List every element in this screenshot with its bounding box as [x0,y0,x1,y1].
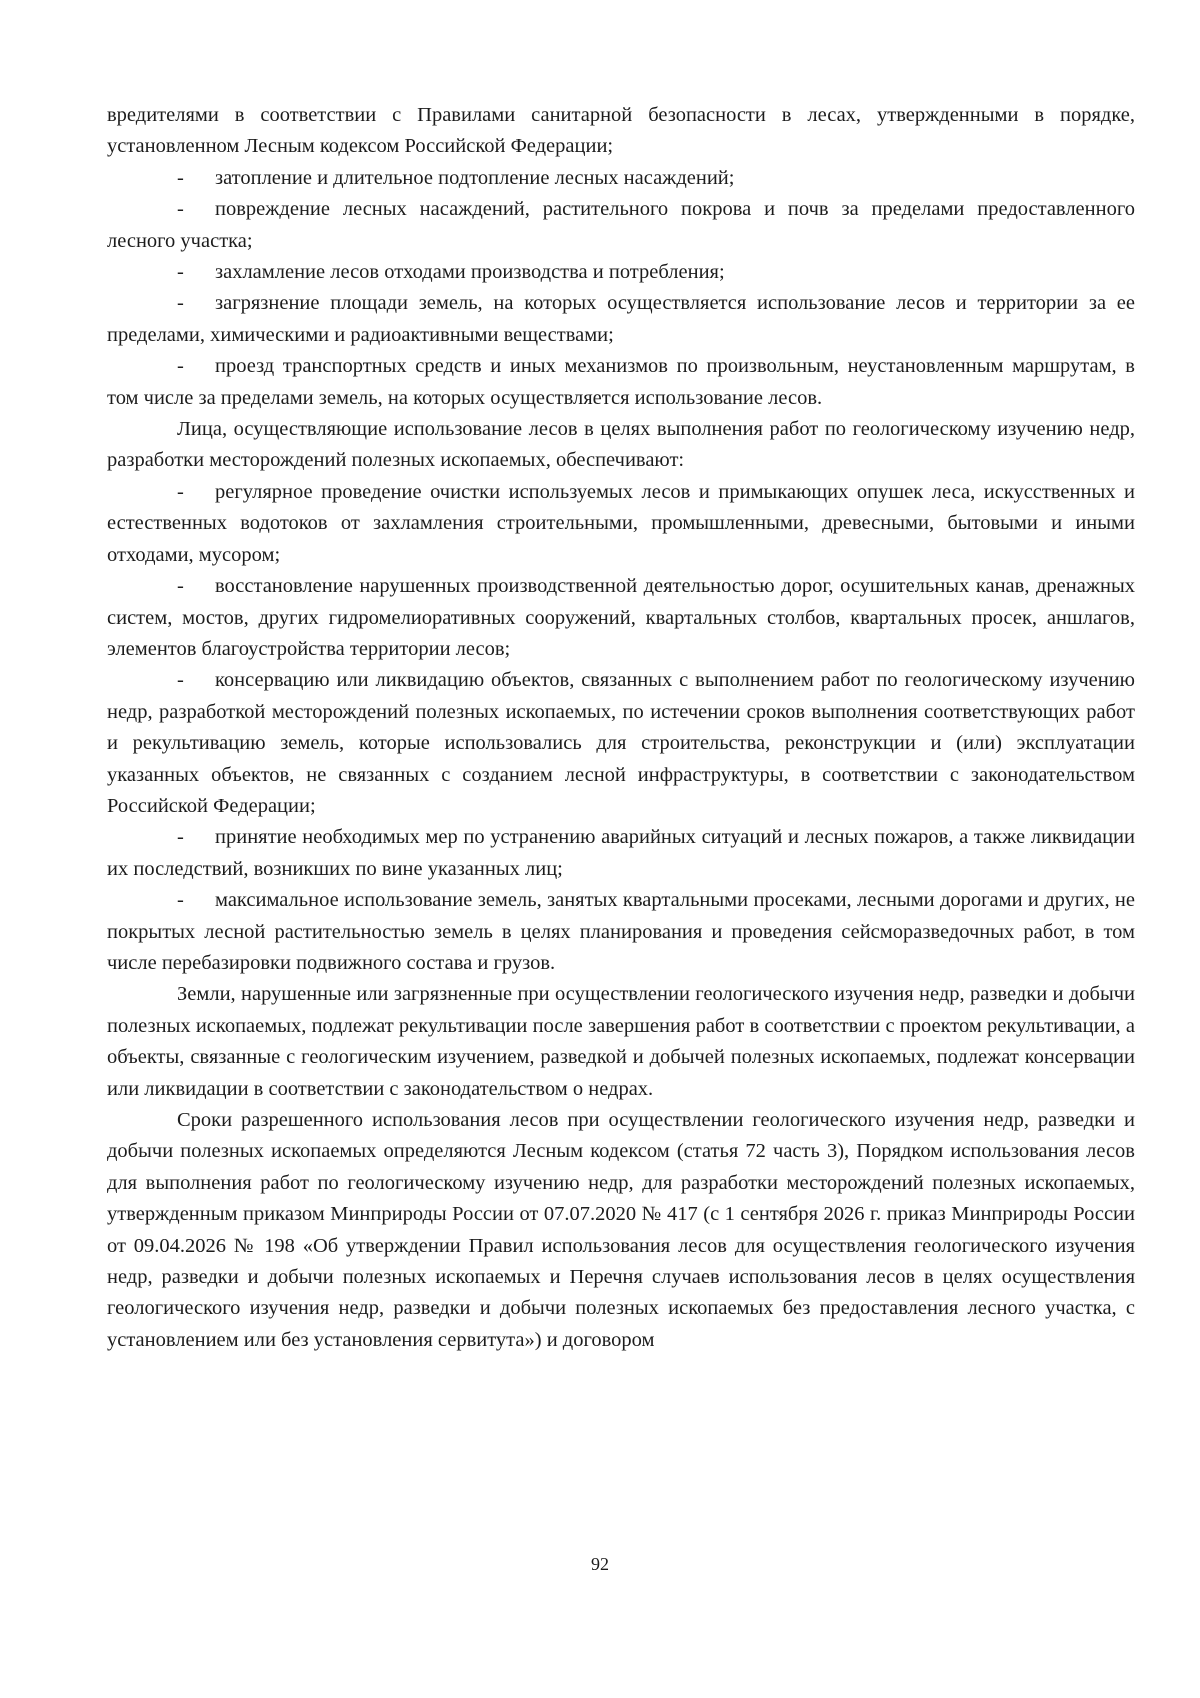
list-item-pollution: - загрязнение площади земель, на которых осуществляется использование лесов и территории за ее пределами, химическими и радиоактивными веществами; [107,288,1135,351]
dash-mark: - [177,889,184,912]
dash-mark: - [177,826,184,849]
dash-mark: - [177,355,184,378]
list-item-conservation: - консервацию или ликвидацию объектов, связанных с выполнением работ по геологическому изучению недр, разработкой месторождений полезных ископаемых, по истечении сроков выполнения соответствующих работ и рекультивацию земель, которые использовались для строительства, реконструкции и (или) эксплуатации указанных объектов, не связанных с созданием лесной инфраструктуры, в соответствии с законодательством Российской Федерации; [107,665,1135,822]
paragraph-obligations: Лица, осуществляющие использование лесов в целях выполнения работ по геологическому изучению недр, разработки месторождений полезных ископаемых, обеспечивают: [107,418,1135,472]
dash-mark: - [177,166,184,189]
list-item-restoration: - восстановление нарушенных производственной деятельностью дорог, осушительных канав, дренажных систем, мостов, других гидромелиоративных сооружений, квартальных столбов, квартальных просек, аншлагов, элементов благоустройства территории лесов; [107,571,1135,665]
list-item-damage: - повреждение лесных насаждений, растительного покрова и почв за пределами предоставленного лесного участка; [107,194,1135,257]
list-item-cleaning: - регулярное проведение очистки используемых лесов и примыкающих опушек леса, искусственных и естественных водотоков от захламления строительными, промышленными, древесными, бытовыми и иными отходами, мусором; [107,477,1135,571]
dash-mark: - [177,575,184,598]
list-item-flooding: - затопление и длительное подтопление лесных насаждений; [107,163,1135,194]
list-item-littering: - захламление лесов отходами производства и потребления; [107,257,1135,288]
dash-mark: - [177,292,184,315]
dash-mark: - [177,261,184,284]
paragraph-1: вредителями в соответствии с Правилами санитарной безопасности в лесах, утвержденными в порядке, установленном Лесным кодексом Российской Федерации; [107,104,1135,158]
paragraph-terms: Сроки разрешенного использования лесов при осуществлении геологического изучения недр, разведки и добычи полезных ископаемых определяются Лесным кодексом (статья 72 часть 3), Порядком использования лесов для выполнения работ по геологическому изучению недр, для разработки месторождений полезных ископаемых, утвержденным приказом Минприроды России от 07.07.2020 № 417 (с 1 сентября 2026 г. приказ Минприроды России от 09.04.2026 № 198 «Об утверждении Правил использования лесов для осуществления геологического изучения недр, разведки и добычи полезных ископаемых и Перечня случаев использования лесов в целях осуществления геологического изучения недр, разведки и добычи полезных ископаемых без предоставления лесного участка, с установлением или без установления сервитута») и договором [107,1109,1135,1351]
dash-mark: - [177,669,184,692]
page-number: 92 [591,1554,609,1574]
document-body [107,100,1135,1356]
list-item-vehicles: - проезд транспортных средств и иных механизмов по произвольным, неустановленным маршрутам, в том числе за пределами земель, на которых осуществляется использование лесов. [107,351,1135,414]
list-item-emergency: - принятие необходимых мер по устранению аварийных ситуаций и лесных пожаров, а также ликвидации их последствий, возникших по вине указанных лиц; [107,822,1135,885]
list-item-seismic: - максимальное использование земель, занятых квартальными просеками, лесными дорогами и других, не покрытых лесной растительностью земель в целях планирования и проведения сейсморазведочных работ, в том числе перебазировки подвижного состава и грузов. [107,885,1135,979]
dash-mark: - [177,480,184,503]
dash-mark: - [177,198,184,221]
paragraph-reclamation: Земли, нарушенные или загрязненные при осуществлении геологического изучения недр, разведки и добычи полезных ископаемых, подлежат рекультивации после завершения работ в соответствии с проектом рекультивации, а объекты, связанные с геологическим изучением, разведкой и добычей полезных ископаемых, подлежат консервации или ликвидации в соответствии с законодательством о недрах. [107,983,1135,1100]
